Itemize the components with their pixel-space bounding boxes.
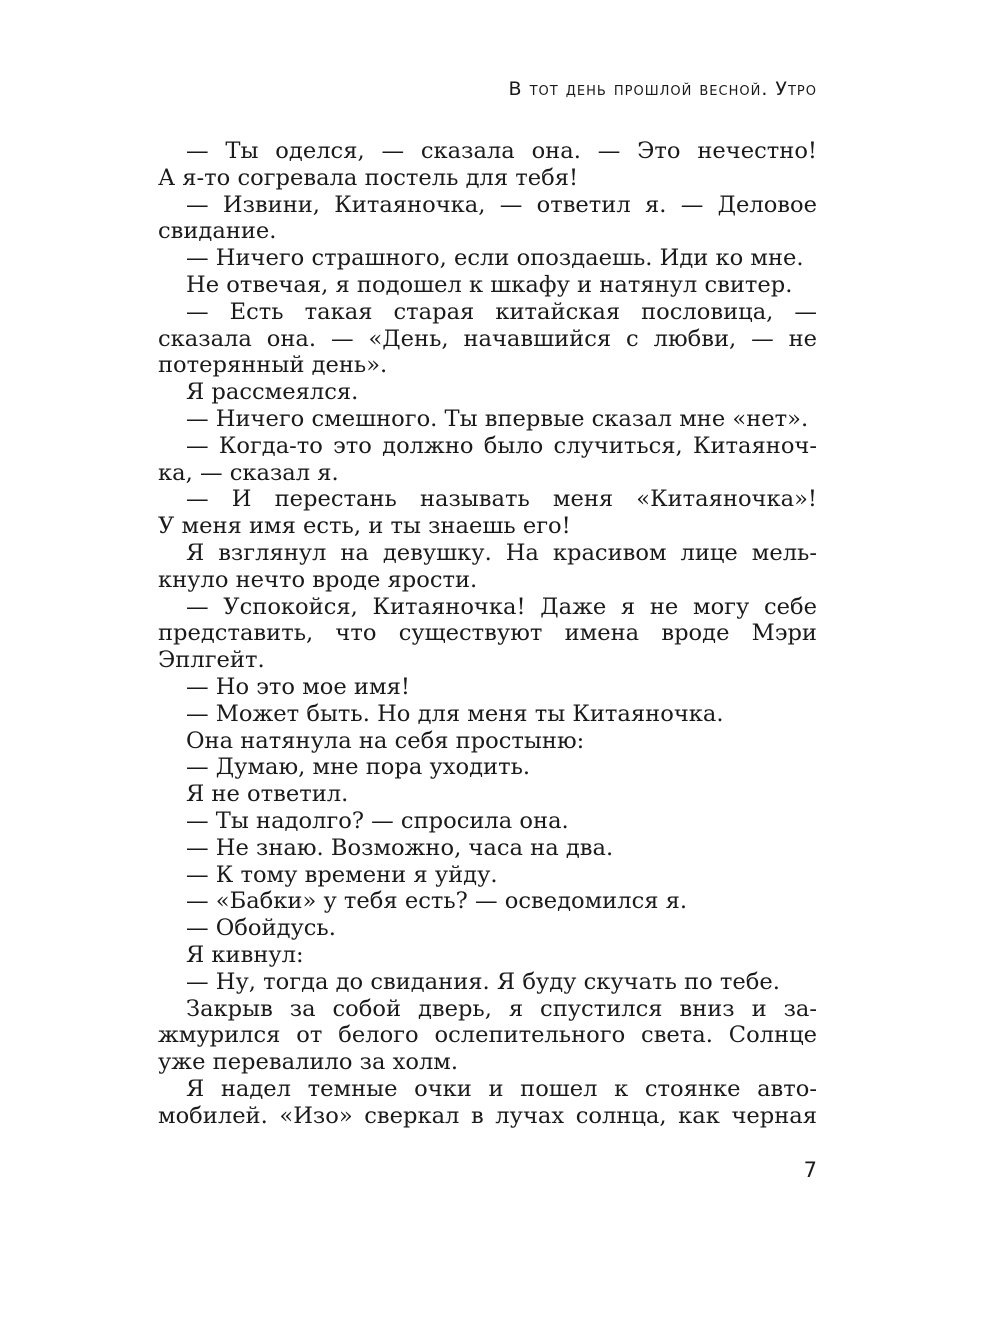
text-line: А я-то согревала постель для тебя!: [158, 164, 579, 191]
text-line: Не отвечая, я подошел к шкафу и натянул свитер.: [186, 271, 793, 298]
text-line: жмурился от белого ослепительного света. Солнце: [158, 1022, 817, 1049]
text-line: — «Бабки» у тебя есть? — осведомился я.: [186, 888, 688, 915]
text-line: Я надел темные очки и пошел к стоянке авто-: [186, 1075, 817, 1102]
text-line: Закрыв за собой дверь, я спустился вниз и за-: [186, 995, 817, 1022]
text-line: свидание.: [158, 218, 277, 245]
text-line: — К тому времени я уйду.: [186, 861, 498, 888]
text-line: сказала она. — «День, начавшийся с любви, — не: [158, 325, 817, 352]
text-line: Я кивнул:: [186, 941, 304, 968]
text-line: — Думаю, мне пора уходить.: [186, 754, 531, 781]
text-line: кнуло нечто вроде ярости.: [158, 566, 478, 593]
text-line: — Обойдусь.: [186, 915, 336, 942]
text-line: Эплгейт.: [158, 647, 265, 674]
text-line: — Может быть. Но для меня ты Китаяночка.: [186, 700, 724, 727]
text-line: — Не знаю. Возможно, часа на два.: [186, 834, 614, 861]
text-line: мобилей. «Изо» сверкал в лучах солнца, как черная: [158, 1102, 817, 1129]
text-line: У меня имя есть, и ты знаешь его!: [158, 513, 571, 540]
text-line: ка, — сказал я.: [158, 459, 339, 486]
text-line: — Ты надолго? — спросила она.: [186, 807, 569, 834]
text-line: уже перевалило за холм.: [158, 1049, 459, 1076]
text-line: Она натянула на себя простыню:: [186, 727, 585, 754]
text-line: Я не ответил.: [186, 781, 349, 808]
text-line: — Когда-то это должно было случиться, Китаяноч-: [186, 432, 817, 459]
text-line: Я рассмеялся.: [186, 379, 359, 406]
text-line: представить, что существуют имена вроде Мэри: [158, 620, 817, 647]
text-line: — Но это мое имя!: [186, 673, 410, 700]
running-head: В тот день прошлой весной. Утро: [508, 78, 817, 100]
page-number: 7: [803, 1158, 817, 1182]
text-line: — Извини, Китаяночка, — ответил я. — Деловое: [186, 191, 817, 218]
body-text: [158, 138, 817, 1129]
text-line: потерянный день».: [158, 352, 388, 379]
text-line: — Ну, тогда до свидания. Я буду скучать по тебе.: [186, 968, 780, 995]
text-line: Я взглянул на девушку. На красивом лице мель-: [186, 539, 817, 566]
text-line: — Есть такая старая китайская пословица, —: [186, 298, 817, 325]
text-line: — И перестань называть меня «Китаяночка»!: [186, 486, 817, 513]
text-line: — Успокойся, Китаяночка! Даже я не могу себе: [186, 593, 817, 620]
text-line: — Ничего страшного, если опоздаешь. Иди ко мне.: [186, 245, 804, 272]
text-line: — Ничего смешного. Ты впервые сказал мне «нет».: [186, 405, 809, 432]
text-line: — Ты оделся, — сказала она. — Это нечестно!: [186, 138, 817, 164]
